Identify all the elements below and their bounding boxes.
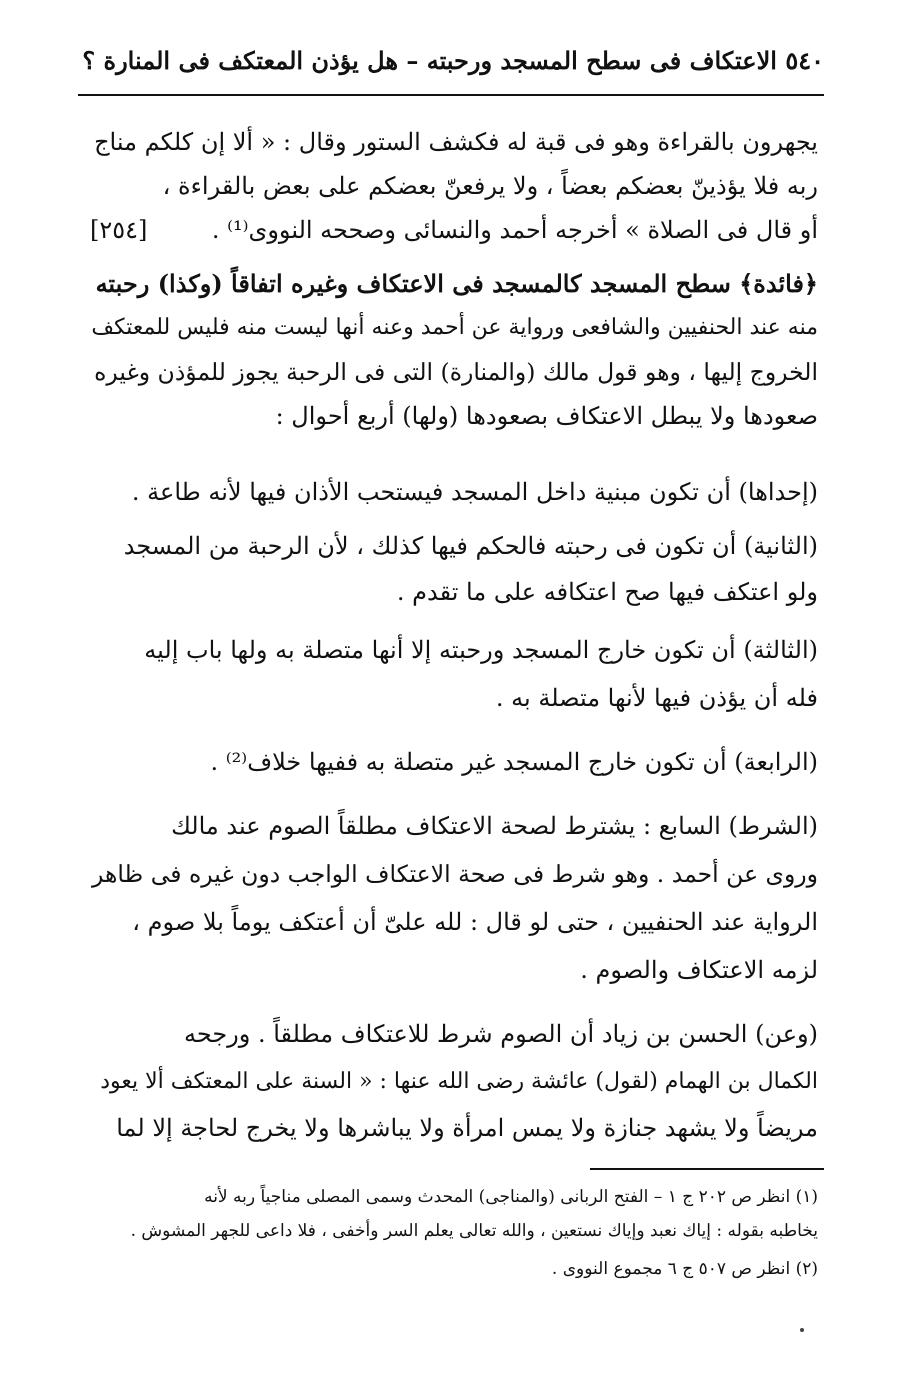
body-line: أو قال فى الصلاة » أخرجه أحمد والنسائى وصححه النووى⁽¹⁾ . [211,216,818,244]
body-line: ﴿فائدة﴾ سطح المسجد كالمسجد فى الاعتكاف وغيره اتفاقاً (وكذا) رحبته [95,269,818,298]
footnote-line: (٢) انظر ص ٥٠٧ ج ٦ مجموع النووى . [551,1259,818,1279]
body-line: (الثانية) أن تكون فى رحبته فالحكم فيها كذلك ، لأن الرحبة من المسجد [123,532,818,560]
body-line: (وعن) الحسن بن زياد أن الصوم شرط للاعتكاف مطلقاً . ورجحه [183,1020,818,1048]
body-line: (الشرط) السابع : يشترط لصحة الاعتكاف مطلقاً الصوم عند مالك [171,812,818,840]
body-line: صعودها ولا يبطل الاعتكاف بصعودها (ولها) أربع أحوال : [275,402,818,430]
body-line: يجهرون بالقراءة وهو فى قبة له فكشف الستور وقال : « ألا إن كلكم مناج [94,128,818,156]
reference-number: [٢٥٤] [90,216,148,244]
body-line: ربه فلا يؤذينّ بعضكم بعضاً ، ولا يرفعنّ بعضكم على بعض بالقراءة ، [162,172,818,200]
header-rule [78,94,824,96]
body-line: (الرابعة) أن تكون خارج المسجد غير متصلة به ففيها خلاف⁽²⁾ . [210,748,818,776]
body-line: (الثالثة) أن تكون خارج المسجد ورحبته إلا أنها متصلة به ولها باب إليه [144,636,818,664]
body-line: لزمه الاعتكاف والصوم . [580,956,818,984]
body-line: وروى عن أحمد . وهو شرط فى صحة الاعتكاف الواجب دون غيره فى ظاهر [92,860,818,888]
body-line: (إحداها) أن تكون مبنية داخل المسجد فيستحب الأذان فيها لأنه طاعة . [131,478,818,506]
footnote-line: (١) انظر ص ٢٠٢ ج ١ – الفتح الربانى (والمناجى) المحدث وسمى المصلى مناجياً ربه لأنه [204,1187,818,1207]
body-line: مريضاً ولا يشهد جنازة ولا يمس امرأة ولا يباشرها ولا يخرج لحاجة إلا لما [116,1114,818,1142]
footnote-rule [590,1168,824,1170]
page-speck [800,1328,804,1332]
body-line: ولو اعتكف فيها صح اعتكافه على ما تقدم . [396,578,818,606]
body-line: الرواية عند الحنفيين ، حتى لو قال : لله علىّ أن أعتكف يوماً بلا صوم ، [132,908,818,936]
body-line: منه عند الحنفيين والشافعى ورواية عن أحمد وعنه أنها ليست منه فليس للمعتكف [91,315,818,340]
running-header: ٥٤٠ الاعتكاف فى سطح المسجد ورحبته – هل يؤذن المعتكف فى المنارة ؟ [82,46,824,75]
body-line: الكمال بن الهمام (لقول) عائشة رضى الله عنها : « السنة على المعتكف ألا يعود [100,1069,818,1094]
body-line: الخروج إليها ، وهو قول مالك (والمنارة) التى فى الرحبة يجوز للمؤذن وغيره [94,358,818,386]
footnote-line: يخاطبه بقوله : إياك نعبد وإياك نستعين ، والله تعالى يعلم السر وأخفى ، فلا داعى للجهر المشوش . [130,1221,818,1241]
body-line: فله أن يؤذن فيها لأنها متصلة به . [495,684,818,712]
